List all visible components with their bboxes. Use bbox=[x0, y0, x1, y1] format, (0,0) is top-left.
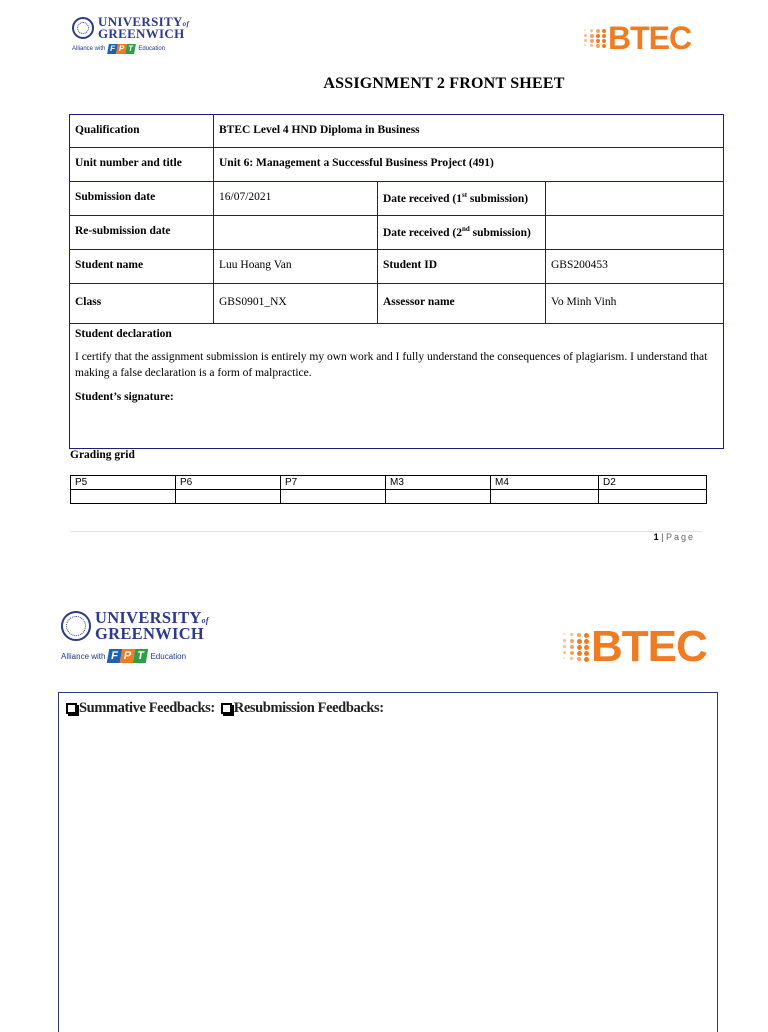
resubmission-date-label: Re-submission date bbox=[70, 216, 214, 250]
grade-header: P7 bbox=[281, 476, 386, 490]
fpt-logo: F P T bbox=[108, 649, 147, 663]
page-title: ASSIGNMENT 2 FRONT SHEET bbox=[323, 75, 565, 92]
university-logo-page2: UNIVERSITYof GREENWICH Alliance with F P T Education bbox=[61, 608, 209, 663]
resubmission-checkbox-icon[interactable] bbox=[221, 703, 232, 714]
summative-feedback-label: Summative Feedbacks: bbox=[79, 700, 215, 716]
submission-date-label: Submission date bbox=[70, 182, 214, 216]
btec-dots-icon bbox=[584, 29, 607, 48]
footer-divider bbox=[70, 531, 702, 532]
grade-cell bbox=[386, 490, 491, 504]
grade-header: D2 bbox=[599, 476, 707, 490]
student-name-label: Student name bbox=[70, 250, 214, 284]
date-received-1-label: Date received (1st submission) bbox=[378, 182, 546, 216]
university-logo: UNIVERSITYof GREENWICH Alliance with F P T Education bbox=[72, 14, 190, 53]
qualification-label: Qualification bbox=[70, 115, 214, 148]
fpt-logo: F P T bbox=[108, 44, 135, 54]
grade-header: M4 bbox=[491, 476, 599, 490]
btec-logo: BTEC bbox=[584, 20, 691, 57]
class-value: GBS0901_NX bbox=[214, 284, 378, 324]
grade-header: P5 bbox=[71, 476, 176, 490]
submission-date-value: 16/07/2021 bbox=[214, 182, 378, 216]
unit-label: Unit number and title bbox=[70, 148, 214, 182]
btec-logo-page2: BTEC bbox=[563, 622, 707, 672]
university-seal-icon bbox=[72, 17, 94, 39]
university-seal-icon bbox=[61, 611, 91, 641]
class-label: Class bbox=[70, 284, 214, 324]
grade-cell bbox=[599, 490, 707, 504]
assessor-label: Assessor name bbox=[378, 284, 546, 324]
grade-cell bbox=[491, 490, 599, 504]
feedback-box bbox=[58, 692, 718, 1032]
declaration-text: I certify that the assignment submission is entirely my own work and I fully understand the consequences of plagiarism. I understand that making a false declaration is a form of malpractice. bbox=[75, 351, 708, 379]
grading-grid bbox=[70, 475, 707, 504]
student-id-value: GBS200453 bbox=[546, 250, 724, 284]
declaration-heading: Student declaration bbox=[75, 328, 172, 340]
assessor-value: Vo Minh Vinh bbox=[546, 284, 724, 324]
unit-value: Unit 6: Management a Successful Business Project (491) bbox=[214, 148, 724, 182]
front-sheet-table bbox=[69, 114, 724, 449]
grade-header: M3 bbox=[386, 476, 491, 490]
signature-label: Student’s signature: bbox=[75, 391, 174, 404]
grade-cell bbox=[281, 490, 386, 504]
summative-checkbox-icon[interactable] bbox=[66, 703, 77, 714]
student-declaration-cell bbox=[70, 324, 724, 449]
date-received-1-value bbox=[546, 182, 724, 216]
btec-dots-icon bbox=[563, 633, 590, 662]
grading-grid-label: Grading grid bbox=[70, 449, 135, 461]
grade-cell bbox=[71, 490, 176, 504]
date-received-2-value bbox=[546, 216, 724, 250]
resubmission-date-value bbox=[214, 216, 378, 250]
page-number: 1 | Page bbox=[653, 532, 695, 542]
resubmission-feedback-label: Resubmission Feedbacks: bbox=[233, 700, 384, 716]
qualification-value: BTEC Level 4 HND Diploma in Business bbox=[214, 115, 724, 148]
feedback-header bbox=[66, 700, 384, 717]
student-id-label: Student ID bbox=[378, 250, 546, 284]
date-received-2-label: Date received (2nd submission) bbox=[378, 216, 546, 250]
grade-header: P6 bbox=[176, 476, 281, 490]
grade-cell bbox=[176, 490, 281, 504]
student-name-value: Luu Hoang Van bbox=[214, 250, 378, 284]
